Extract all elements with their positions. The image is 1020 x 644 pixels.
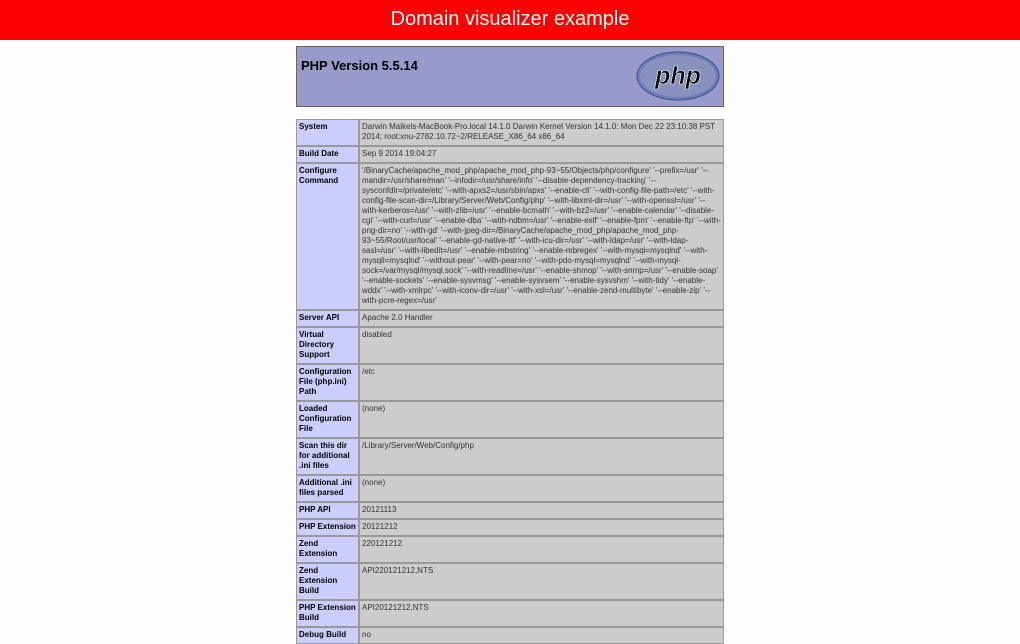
row-value: '/BinaryCache/apache_mod_php/apache_mod_php-93~55/Objects/php/configure' '--prefix=/usr' '--mandir=/usr/share/man' '--infodir=/usr/share/info' '--disable-dependency-tracking' '--sysconfdir=/private/etc' '--with-apxs2=/usr/sbin/apxs' '--enable-cli' '--with-config-file-path=/etc' '--with-config-file-scan-dir=/Library/Server/Web/Config/php' '--with-libxml-dir=/usr' '--with-openssl=/usr' '--with-kerberos=/usr' '--with-zlib=/usr' '--enable-bcmath' '--with-bz2=/usr' '--enable-calendar' '--disable-cgi' '--with-curl=/usr' '--enable-dba' '--with-ndbm=/usr' '--enable-exif' '--enable-fpm' '--enable-ftp' '--with-png-dir=no' '--with-gd' '--with-jpeg-dir=/BinaryCache/apache_mod_php/apache_mod_php-93~55/Root/usr/local' '--enable-gd-native-ttf' '--with-icu-dir=/usr' '--with-ldap=/usr' '--with-ldap-sasl=/usr' '--with-libedit=/usr' '--enable-mbstring' '--enable-mbregex' '--with-mysql=mysqlnd' '--with-mysqli=mysqlnd' '--without-pear' '--with-pear=no' '--with-pdo-mysql=mysqlnd' '--with-mysql-sock=/var/mysql/mysql.sock' '--with-readline=/usr' '--enable-shmop' '--with-snmp=/usr' '--enable-soap' '--enable-sockets' '--enable-sysvmsg' '--enable-sysvsem' '--enable-sysvshm' '--with-tidy' '--enable-wddx' '--with-xmlrpc' '--with-iconv-dir=/usr' '--with-xsl=/usr' '--enable-zend-multibyte' '--enable-zip' '--with-pcre-regex=/usr' [359,163,724,310]
row-key: System [296,119,359,146]
row-key: Scan this dir for additional .ini files [296,438,359,475]
row-value: Sep 9 2014 19:04:27 [359,146,724,163]
table-row [296,438,724,475]
php-logo-icon [636,51,720,101]
row-key: Virtual Directory Support [296,327,359,364]
php-version-header [296,46,724,107]
table-row [296,600,724,627]
phpinfo-content [296,46,724,644]
row-key: Loaded Configuration File [296,401,359,438]
page-banner [0,0,1020,40]
table-row [296,146,724,163]
table-row [296,519,724,536]
php-version-title: PHP Version 5.5.14 [301,58,418,73]
row-key: PHP Extension [296,519,359,536]
row-value: /Library/Server/Web/Config/php [359,438,724,475]
row-key: Configuration File (php.ini) Path [296,364,359,401]
row-key: Zend Extension Build [296,563,359,600]
row-value: 20121113 [359,502,724,519]
table-row [296,401,724,438]
row-value: API220121212,NTS [359,563,724,600]
row-key: PHP Extension Build [296,600,359,627]
row-value: disabled [359,327,724,364]
row-key: Configure Command [296,163,359,310]
table-row [296,364,724,401]
row-value: /etc [359,364,724,401]
table-row [296,327,724,364]
row-key: Server API [296,310,359,327]
banner-title: Domain visualizer example [390,8,630,30]
row-value: API20121212,NTS [359,600,724,627]
table-row [296,563,724,600]
row-value: (none) [359,475,724,502]
table-row [296,475,724,502]
row-value: (none) [359,401,724,438]
table-row [296,502,724,519]
phpinfo-table [296,119,724,644]
row-value: no [359,627,724,644]
row-key: Debug Build [296,627,359,644]
row-value: 20121212 [359,519,724,536]
row-value: Darwin Maikels-MacBook-Pro.local 14.1.0 Darwin Kernel Version 14.1.0: Mon Dec 22 23:10:38 PST 2014; root:xnu-2782.10.72~2/RELEASE_X86_64 x86_64 [359,119,724,146]
table-row [296,627,724,644]
table-row [296,163,724,310]
table-row [296,536,724,563]
row-value: Apache 2.0 Handler [359,310,724,327]
row-key: Additional .ini files parsed [296,475,359,502]
php-logo-text: php [655,62,701,90]
table-row [296,119,724,146]
row-key: PHP API [296,502,359,519]
row-key: Build Date [296,146,359,163]
phpinfo-table-body [296,119,724,644]
row-value: 220121212 [359,536,724,563]
row-key: Zend Extension [296,536,359,563]
table-row [296,310,724,327]
